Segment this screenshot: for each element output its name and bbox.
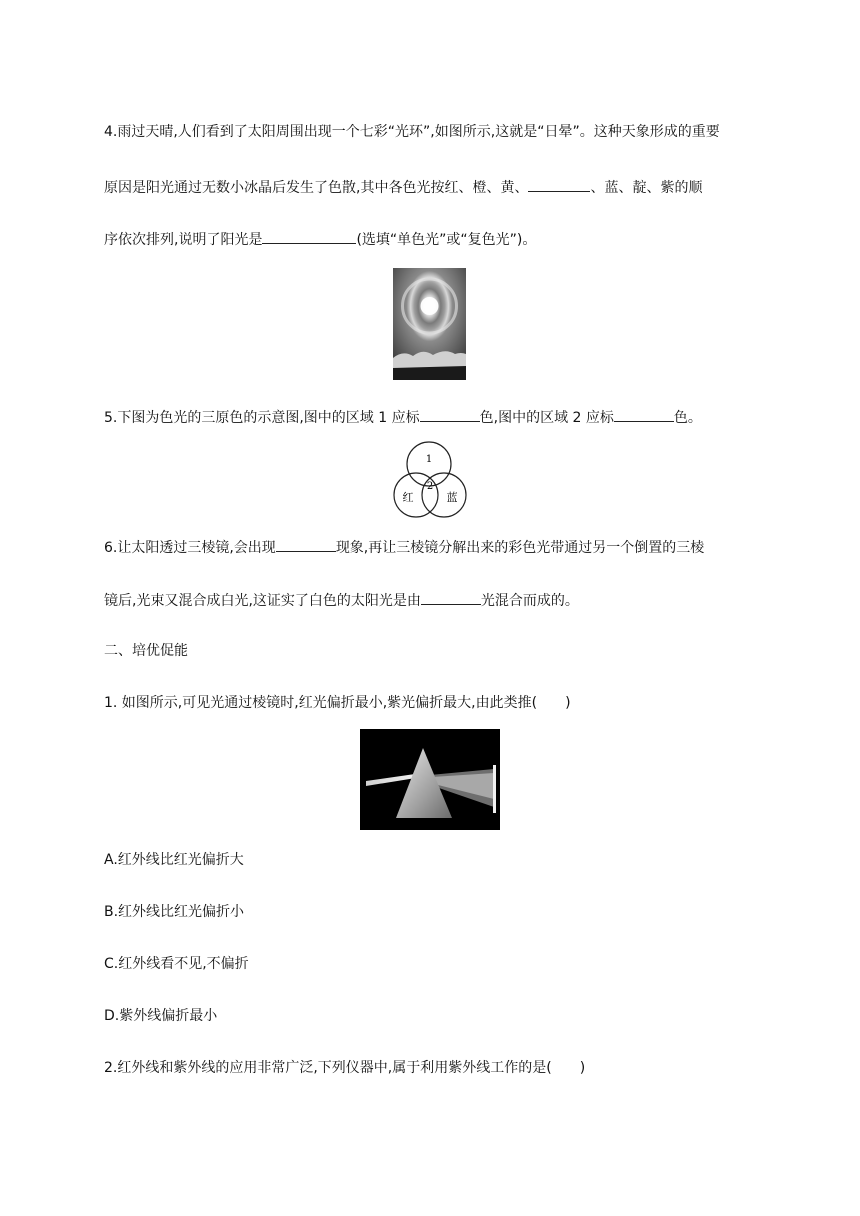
p1-option-b-text: B.红外线比红光偏折小 [104, 904, 245, 920]
venn-label-2: 2 [426, 481, 434, 492]
q4-line-3-text-a: 序依次排列,说明了阳光是 [104, 232, 263, 248]
q6-line-2 [104, 590, 579, 611]
q4-line-1-text: 4.雨过天晴,人们看到了太阳周围出现一个七彩“光环”,如图所示,这就是“日晕”。这种天象形成的重要 [104, 124, 720, 140]
q5-text-a: 5.下图为色光的三原色的示意图,图中的区域 1 应标 [104, 410, 420, 426]
q4-line-2-text-a: 原因是阳光通过无数小冰晶后发生了色散,其中各色光按红、橙、黄、 [104, 180, 529, 196]
q4-answer-blank-2[interactable] [262, 229, 356, 244]
q6-line-2-text-a: 镜后,光束又混合成白光,这证实了白色的太阳光是由 [104, 593, 421, 609]
p1-option-a-text: A.红外线比红光偏折大 [104, 852, 244, 868]
q4-line-3 [104, 229, 536, 250]
q4-line-1 [104, 122, 720, 142]
p1-option-b[interactable] [104, 902, 244, 922]
p1-option-d-text: D.紫外线偏折最小 [104, 1008, 218, 1024]
q6-line-1 [104, 537, 704, 558]
q4-answer-blank-1[interactable] [528, 177, 590, 192]
p1-option-d[interactable] [104, 1006, 217, 1026]
section-heading-text: 二、培优促能 [104, 643, 188, 659]
p2-question [104, 1058, 585, 1078]
q6-line-1-text-a: 6.让太阳透过三棱镜,会出现 [104, 540, 276, 556]
screen [493, 765, 496, 813]
venn-circle-red [394, 473, 438, 517]
p1-option-a[interactable] [104, 850, 244, 870]
q4-line-2 [104, 177, 702, 198]
venn-label-red: 红 [402, 491, 414, 504]
q5-text-c: 色。 [673, 410, 702, 426]
p1-question-text: 1. 如图所示,可见光通过棱镜时,红光偏折最小,紫光偏折最大,由此类推( ) [104, 695, 571, 711]
q6-answer-blank-1[interactable] [276, 537, 336, 552]
q4-line-3-text-b: (选填“单色光”或“复色光”)。 [356, 232, 537, 248]
q4-line-2-text-b: 、蓝、靛、紫的顺 [590, 180, 703, 196]
p1-option-c[interactable] [104, 954, 249, 974]
section-heading [104, 641, 188, 661]
q5-answer-blank-2[interactable] [614, 407, 674, 422]
q6-answer-blank-2[interactable] [421, 590, 481, 605]
sun-halo-photo [393, 268, 466, 380]
q6-line-1-text-b: 现象,再让三棱镜分解出来的彩色光带通过另一个倒置的三棱 [335, 540, 705, 556]
q5-line [104, 407, 702, 428]
venn-label-1: 1 [425, 454, 433, 465]
prism-dispersion-photo [360, 729, 500, 830]
q6-line-2-text-b: 光混合而成的。 [480, 593, 579, 609]
q5-text-b: 色,图中的区域 2 应标 [479, 410, 614, 426]
q5-answer-blank-1[interactable] [420, 407, 480, 422]
p1-question [104, 693, 571, 713]
venn-label-blue: 蓝 [446, 491, 458, 504]
p1-option-c-text: C.红外线看不见,不偏折 [104, 956, 249, 972]
p2-question-text: 2.红外线和紫外线的应用非常广泛,下列仪器中,属于利用紫外线工作的是( ) [104, 1060, 586, 1076]
primary-colors-venn-diagram [388, 440, 472, 522]
